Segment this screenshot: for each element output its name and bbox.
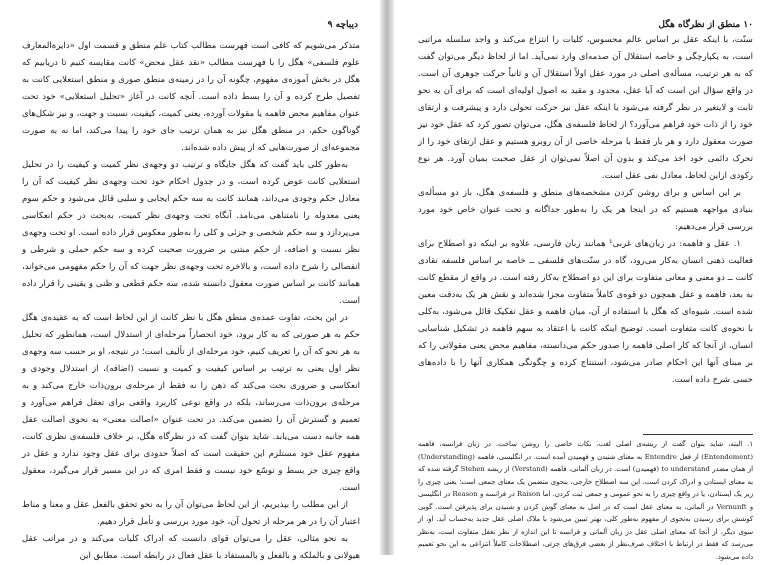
book-gutter [380, 0, 394, 555]
left-page-header: دیباچه ۹ [327, 20, 358, 30]
left-page-body [22, 38, 360, 565]
paragraph: در این بحث، تفاوت عمده‌ی منطق هگل با نظر کانت از این لحاظ است که به عقیده‌ی هگل حکم به هر صورتی که به کار برود، خود انحصاراً مرحله‌ای از استدلال است، همانطور که تحلیل به هر نحو که آن را تعریف کنیم، خود مرحله‌ای از تألیف است؛ در نتیجه، او بر حسب سه وجهه‌ی نظر اول یعنی به ترتیب بر اساس کیفیت و کمیت و نسبت (اضافه)، از استدلال وجودی و انعکاسی و ضروری بحث می‌کند که ذهن را نه فقط از مرحله‌ی برون‌ذات خارج می‌کند و به مرحله‌ی برون‌ذات می‌رساند، بلکه در واقع نوعی کاربرد واقعی برای تعقل فراهم می‌آورد و تعمیم و گسترش آن را تضمین می‌کند. در تحت عنوان «اصالت معنی» به نحوی اصالت عقل همه جانبه دست می‌یابد. شاید بتوان گفت که در نظرگاه هگل، بر خلاف فلسفه‌ی نظری کانت، مفهوم عقل خود مستلزم این حقیقت است که اصلاً حدودی برای عقل وجود ندارد و عقل در واقع چیزی جز بسط و توسّع خود نیست و فقط امری که در این مسیر قرار می‌گیرد، معقول است. [22, 313, 360, 493]
footnote: ۱. البته، شاید بتوان گفت از ریشه‌ی اصلی لغت، نکات خاصی را روشن ساخت. در زبان فرانسه، فاهمه (Entendement) از فعل Entendre به معنای شنیدن و فهمیدن آمده است. در انگلیسی، فاهمه (Understanding) از همان مصدر to understand (فهمیدن) است. در زبان آلمانی، فاهمه (Verstand) از ریشه Stehen گرفته شده که به معنای ایستادن و ادراک کردن است. این سه اصطلاح خارجی، بنحوی متضمن یک معنای جمعی است؛ یعنی چیزی را زیر یک ایستادن، یا در واقع چیزی را به نحو عمومی و جمعی ثبت کردن. اما Raison در فرانسه و Reason در انگلیسی و Vernunft در آلمانی، به معنای عقل است که در اصل به معنای گوش کردن و شنیدن برای پذیرفتن است. گویی کوشش برای رسیدن به‌نحوی از مفهوم به‌طور کلی، بهتر تبیین می‌شود با ملاک اصلی عقل جدید به‌حساب آید. او، از سوی دیگر، از آنجا که معنای اصلی عقل در زبان آلمانی و فرانسه تا این اندازه از نظر تعقل متفاوت است، به‌نظر می‌رسد که فقط در ارتباط با اختلاف صرف‌نظر از بعضی فرق‌های جزئی، اصطلاحات کاملاً انتزاعی به این نحو تعمیم داده می‌شود. [418, 440, 753, 561]
paragraph: ۱. عقل و فاهمه: در زبان‌های غربی¹ همانند زبان فارسی، علاوه بر اینکه دو اصطلاح برای فعالیت ذهنی انسان به‌کار می‌رود، گاه در سنّت‌های فلسفی ــ خاصه بر اساس فلسفه نقادی کانت ــ دو معنی و معانی متفاوت برای این دو اصطلاح به‌کار رفته است. در واقع از مقطع کانت به بعد، فاهمه و عقل همچون دو قوه‌ی کاملاً متفاوت مجزا شده‌اند و نقش هر یک به‌دقت معین شده است. شیوه‌ای که هگل با استفاده از آن، میان فاهمه و عقل تفکیک قائل می‌شود، به‌کلی با نحوه‌ی کانت متفاوت است. توضیح اینکه کانت با اعتقاد به سهم فاهمه در تشکیل شناسایی انسان، از آنجا که کار اصلی فاهمه را صدور حکم می‌دانسته، مفاهیم محض یعنی مقولاتی را که بر مبنای آنها این احکام صادر می‌شود، استنتاج کرده و چگونگی همکاری آنها را با داده‌های حسی شرح داده است. [418, 239, 753, 385]
paragraph: بر این اساس و برای روشن کردن مشخصه‌های منطق و فلسفه‌ی هگل، باز دو مسأله‌ی بنیادی مواجهه هستیم که در اینجا هر یک را به‌طور جداگانه و تحت عنوان خاص خود مورد بررسی قرار می‌دهیم: [418, 188, 753, 232]
right-page [394, 0, 773, 561]
paragraph: سنّت، با اینکه عقل بر اساس عالم محسوس، کلیات را انتزاع می‌کند و واجد سلسله مراتبی است، به یکپارچگی و خاصه استقلال آن صدمه‌ای وارد نمی‌آید. اما از لحاظ دیگر می‌توان گفت که به هر ترتیب، مسأله‌ی اصلی در مورد عقل اولاً استقلال آن و ثانیاً حرکت جوهری آن است. در واقع سؤال این است که آیا عقل، محدود و مقید به اصول اولیه‌ای است که برای آن به نحو ثابت و لایتغیر در نظر گرفته می‌شود یا اینکه عقل نیز حرکت تحولی دارد و پیشرفت و ارتقای خود را از ذات خود فراهم می‌آورد؟ از لحاظ فلسفه‌ی هگل، می‌توان تصور کرد که عقل خود نیز صورت معقول دارد و هر بار فقط با مرحله خاصی از آن روبرو هستیم و عقل ارتقای خود را از تحرک دائمی خود اخذ می‌کند و بدون آن اصلاً نمی‌توان از عقل صحبت بمیان آورد. هر نوع رکودی ازاین لحاظ، معادل نفی عقل است. [418, 35, 753, 181]
paragraph: به نحو مثالی، عقل را می‌توان قوای دانست که ادراک کلیات می‌کند و در مراتب عقل هیولانی و بالملکه و بالفعل و بالمستفاد با عقل فعال در رابطه است. مطابق این [22, 534, 360, 561]
footnote-divider [643, 434, 753, 435]
right-page-header: ۱۰ منطق از نظرگاه هگل [658, 20, 753, 30]
paragraph: از این مطلب را بپذیریم، از این لحاظ می‌توان آن را به نحو تحقق بالفعل عقل و معنا و مناط اعتبار آن را در هر مرحله از تحول آن، خود مورد بررسی و تأمل قرار دهیم. [22, 500, 360, 527]
right-page-body [418, 32, 753, 389]
footnotes [418, 438, 753, 563]
left-page [0, 0, 380, 561]
paragraph: به‌طور کلی باید گفت که هگل جایگاه و ترتیب دو وجهه‌ی نظر کمیت و کیفیت را در تحلیل استعلایی کانت عوض کرده است، و در جدول احکام خود تحت وجهه‌ی نظر کیفیت که آن را معادل حکم وجودی می‌داند، همانند کانت به سه حکم ایجابی و سلبی قائل می‌شود و حکم سوم یعنی معدوله را نامتناهی می‌نامد. آنگاه تحت وجهه‌ی نظر کمیت، به‌بحث در حکم انعکاسی می‌پردازد و سه حکم شخصی و جزئی و کلی را به‌طور معکوس قرار داده است. او تحت وجهه‌ی نظر نسبت و اضافه، از حکم مبتنی بر ضرورت صحبت کرده و سه حکم حملی و شرطی و انفصالی را شرح داده است، و بالاخره تحت وجهه‌ی نظر جهت که آن را حکم مفهومی می‌خواند، همانند کانت بر اساس صورت معقول دانسته شده، سه حکم قطعی و ظنی و یقینی را قرار داده است. [22, 160, 360, 306]
paragraph: متذکر می‌شویم که کافی است فهرست مطالب کتاب علم منطق و قسمت اول «دایرة‌المعارف علوم فلسفی» هگل را با فهرست مطالب «نقد عقل محض» کانت مقایسه کنیم تا دریابیم که هگل در بخش آموزه‌ی مفهوم، چگونه آن را در زمینه‌ی منطق صوری و منطق استعلایی کانت به تفصیل طرح کرده و آن را بسط داده است. آنچه کانت در آغاز «تحلیل استعلایی» خود تحت عنوان مفاهیم محض فاهمه یا مقولات آورده، یعنی کمیت، کیفیت، نسبت و جهت، و نیز شکل‌های گوناگون حکم، در منطق هگل نیز به همان ترتیب جای خود را پیدا می‌کند، اما نه به صورت مجموعه‌ای از صورت‌هایی که از پیش داده شده‌اند. [22, 41, 360, 153]
